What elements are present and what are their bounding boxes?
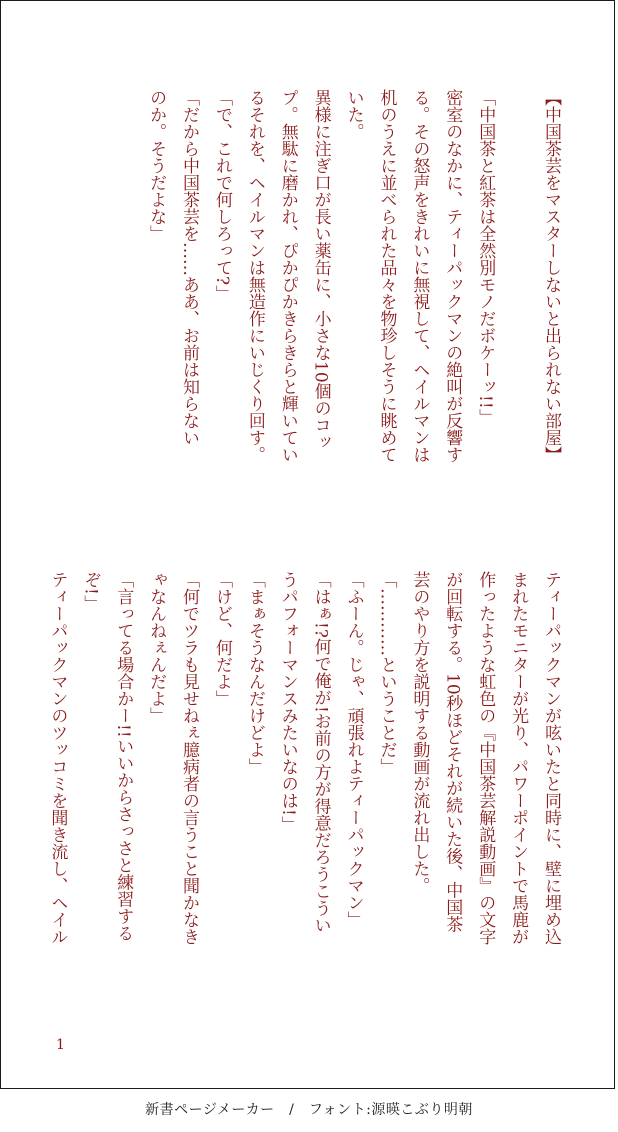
upper-text-block: 【中国茶芸をマスターしないと出られない部屋】 「中国茶と紅茶は全然別モノだボケーッ!!」 密室のなかに、ティーパックマンの絶叫が反響す る。その怒声をきれいに無視して、ヘイルマンは 机のうえに並べられた品々を物珍しそうに眺めて いた。 異様に注ぎ口が長い薬缶に、小さな10個のコッ プ。無駄に磨かれ、ぴかぴかきらきらと輝いてい るそれを、ヘイルマンは無造作にいじくり回す。 「で、これで何しろって?」 「だから中国茶芸を……ああ、お前は知らない のか。そうだよな」	[146, 89, 561, 463]
page-number: 1	[56, 1037, 65, 1053]
footer-credit: 新書ページメーカー / フォント:源暎こぶり明朝	[145, 1102, 473, 1118]
lower-text-block: ティーパックマンが呟いたと同時に、壁に埋め込 まれたモニターが光り、パワーポイントで馬鹿が 作ったような虹色の『中国茶芸解説動画』の文字 が回転する。10秒ほどそれが続いた後、中国茶 芸のやり方を説明する動画が流れ出した。 「…………ということだ」 「ふーん。じゃ、頑張れよティーパックマン」 「はぁ!?何で俺が!お前の方が得意だろうこうい うパフォーマンスみたいなのは!」 「まぁそうなんだけどよ」 「けど、何だよ」 「何でツラも見せねぇ臆病者の言うこと聞かなき ゃなんねぇんだよ」 「言ってる場合かー!!いいからさっさと練習する ぞ!」 ティーパックマンのツッコミを聞き流し、ヘイル	[47, 571, 561, 945]
